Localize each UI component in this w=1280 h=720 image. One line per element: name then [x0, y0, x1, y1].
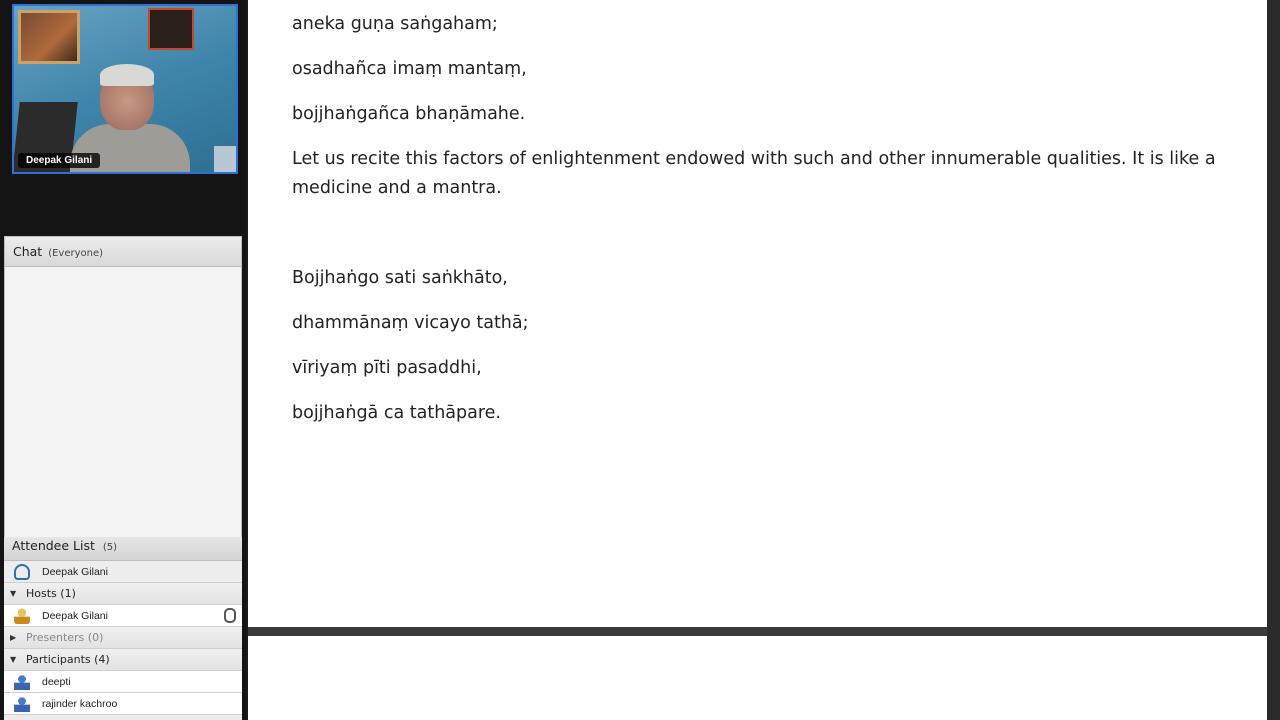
video-name-tag: Deepak Gilani	[18, 153, 100, 168]
participant-name: rajinder kachroo	[42, 697, 118, 710]
participants-label: Participants (4)	[26, 653, 110, 666]
left-panel	[0, 0, 246, 720]
translation-paragraph: Let us recite this factors of enlightenment endowed with such and other innumerable qualities. It is like a medicine and a mantra.	[292, 149, 1216, 198]
shared-document-pod	[248, 0, 1267, 627]
spacer	[292, 219, 1242, 264]
verse-line: bojjhaṅgā ca tathāpare.	[292, 403, 501, 423]
phone-user-row[interactable]	[4, 561, 242, 583]
verse-line: vīriyaṃ pīti pasaddhi,	[292, 358, 482, 378]
chat-scope: (Everyone)	[48, 248, 104, 259]
chat-title: Chat	[13, 244, 43, 259]
host-user-icon	[14, 608, 30, 624]
window-edge	[1267, 0, 1280, 720]
person-hair	[100, 64, 154, 86]
lamp	[214, 146, 238, 174]
verse-line: osadhañca imaṃ mantaṃ,	[292, 59, 527, 79]
wall-poster	[148, 8, 194, 50]
host-name: Deepak Gilani	[42, 609, 108, 622]
microphone-icon	[224, 608, 236, 623]
participant-user-icon	[14, 674, 30, 690]
document-text	[292, 10, 1242, 444]
verse-line: Bojjhaṅgo sati saṅkhāto,	[292, 268, 508, 288]
chat-pod[interactable]	[4, 236, 242, 538]
presenters-group[interactable]	[4, 627, 242, 649]
host-row[interactable]	[4, 605, 242, 627]
participants-group[interactable]	[4, 649, 242, 671]
expanded-triangle-icon: ▼	[10, 589, 17, 598]
attendee-title: Attendee List	[12, 538, 95, 553]
collapsed-triangle-icon: ▶	[10, 633, 17, 642]
expanded-triangle-icon: ▼	[10, 655, 17, 664]
phone-icon	[14, 564, 30, 580]
participant-name: deepti	[42, 675, 71, 688]
presenters-label: Presenters (0)	[26, 631, 104, 644]
wall-picture	[18, 10, 80, 64]
verse-line: aneka guṇa saṅgaham;	[292, 14, 498, 34]
participant-user-icon	[14, 696, 30, 712]
webcam-video	[12, 4, 238, 174]
attendee-header	[4, 537, 242, 561]
attendee-list-pod	[4, 537, 242, 720]
bottom-pod	[248, 636, 1267, 720]
phone-user-name: Deepak Gilani	[42, 565, 108, 578]
hosts-group[interactable]	[4, 583, 242, 605]
verse-line: bojjhaṅgañca bhaṇāmahe.	[292, 104, 526, 124]
hosts-label: Hosts (1)	[26, 587, 76, 600]
pod-divider[interactable]	[248, 627, 1267, 636]
verse-line: dhammānaṃ vicayo tathā;	[292, 313, 529, 333]
chat-header	[5, 237, 241, 267]
participant-row[interactable]	[4, 693, 242, 715]
attendee-count: (5)	[102, 542, 118, 553]
participant-row[interactable]	[4, 671, 242, 693]
